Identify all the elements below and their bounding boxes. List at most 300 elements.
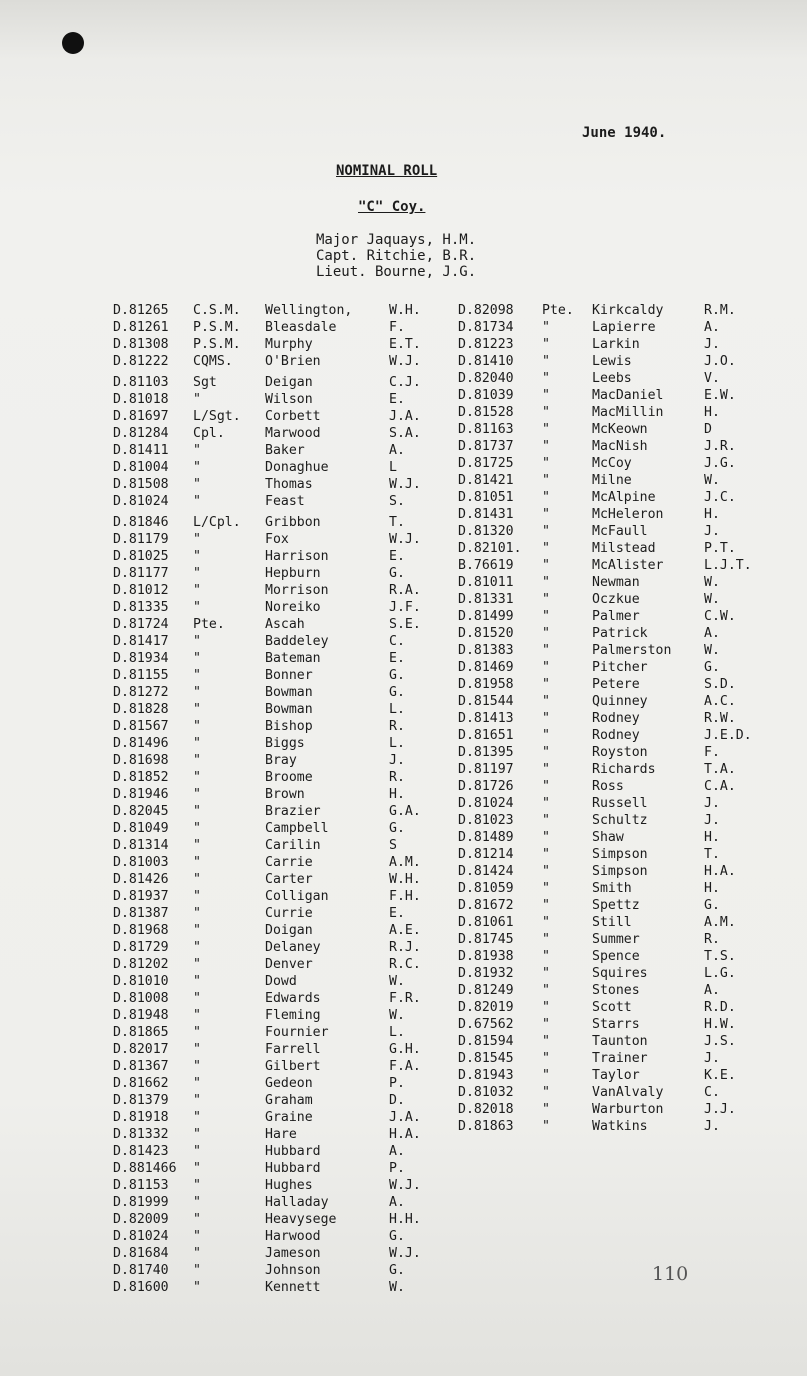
roll-rank: "	[542, 354, 550, 369]
roll-rank: "	[193, 1093, 201, 1108]
roll-surname: Fox	[265, 532, 289, 547]
roll-surname: Edwards	[265, 991, 321, 1006]
roll-init: T.A.	[704, 762, 736, 777]
roll-rank: C.S.M.	[193, 303, 241, 318]
roll-surname: MacDaniel	[592, 388, 664, 403]
officer-line: Major Jaquays, H.M.	[316, 232, 477, 248]
roll-init: G.	[389, 821, 405, 836]
roll-init: E.	[389, 392, 405, 407]
roll-init: G.	[389, 1229, 405, 1244]
roll-num: D.81012	[113, 583, 169, 598]
roll-init: H.	[704, 830, 720, 845]
roll-num: D.81025	[113, 549, 169, 564]
roll-num: D.81729	[113, 940, 169, 955]
roll-rank: "	[542, 728, 550, 743]
roll-init: R.	[389, 770, 405, 785]
roll-num: D.81379	[113, 1093, 169, 1108]
roll-rank: "	[542, 473, 550, 488]
roll-surname: Warburton	[592, 1102, 664, 1117]
roll-rank: "	[193, 566, 201, 581]
roll-init: J.	[704, 1119, 720, 1134]
roll-surname: Simpson	[592, 864, 648, 879]
roll-num: D.82101.	[458, 541, 522, 556]
roll-num: D.81039	[458, 388, 514, 403]
roll-rank: "	[193, 1229, 201, 1244]
roll-surname: Patrick	[592, 626, 648, 641]
roll-surname: Simpson	[592, 847, 648, 862]
roll-surname: Trainer	[592, 1051, 648, 1066]
roll-rank: "	[542, 320, 550, 335]
roll-surname: Scott	[592, 1000, 632, 1015]
roll-init: A.	[389, 1195, 405, 1210]
roll-num: D.81672	[458, 898, 514, 913]
roll-num: D.81059	[458, 881, 514, 896]
roll-surname: Lewis	[592, 354, 632, 369]
roll-num: D.81008	[113, 991, 169, 1006]
roll-surname: Leebs	[592, 371, 632, 386]
roll-rank: "	[542, 592, 550, 607]
roll-init: J.J.	[704, 1102, 736, 1117]
roll-num: D.81023	[458, 813, 514, 828]
roll-num: D.81431	[458, 507, 514, 522]
roll-surname: Deigan	[265, 375, 313, 390]
roll-num: D.81010	[113, 974, 169, 989]
roll-init: J.S.	[704, 1034, 736, 1049]
roll-num: D.82098	[458, 303, 514, 318]
roll-surname: Bowman	[265, 702, 313, 717]
roll-num: D.81421	[458, 473, 514, 488]
roll-init: L.	[389, 1025, 405, 1040]
roll-num: D.82019	[458, 1000, 514, 1015]
roll-num: D.81865	[113, 1025, 169, 1040]
roll-rank: "	[542, 1000, 550, 1015]
roll-num: D.81999	[113, 1195, 169, 1210]
roll-num: D.81528	[458, 405, 514, 420]
roll-init: J.	[704, 796, 720, 811]
roll-rank: "	[542, 949, 550, 964]
roll-num: D.81177	[113, 566, 169, 581]
roll-surname: McCoy	[592, 456, 632, 471]
roll-init: G.	[389, 566, 405, 581]
roll-init: W.	[389, 1008, 405, 1023]
roll-init: J.F.	[389, 600, 421, 615]
roll-surname: Palmer	[592, 609, 640, 624]
roll-init: E.	[389, 549, 405, 564]
roll-num: D.82045	[113, 804, 169, 819]
roll-rank: "	[193, 702, 201, 717]
roll-surname: Bateman	[265, 651, 321, 666]
roll-rank: "	[193, 974, 201, 989]
roll-surname: Ascah	[265, 617, 305, 632]
roll-rank: "	[542, 643, 550, 658]
roll-init: W.	[389, 1280, 405, 1295]
roll-rank: "	[193, 1127, 201, 1142]
roll-num: D.81387	[113, 906, 169, 921]
roll-init: J.G.	[704, 456, 736, 471]
punch-hole-mark	[62, 32, 84, 54]
roll-num: D.81496	[113, 736, 169, 751]
roll-surname: Smith	[592, 881, 632, 896]
company-heading: "C" Coy.	[358, 199, 426, 215]
roll-rank: "	[542, 779, 550, 794]
roll-num: D.82018	[458, 1102, 514, 1117]
roll-surname: Campbell	[265, 821, 329, 836]
roll-init: W.	[704, 643, 720, 658]
roll-rank: "	[193, 1076, 201, 1091]
officer-line: Capt. Ritchie, B.R.	[316, 248, 477, 264]
roll-surname: Royston	[592, 745, 648, 760]
roll-num: D.81948	[113, 1008, 169, 1023]
roll-num: D.81314	[113, 838, 169, 853]
roll-num: D.81411	[113, 443, 169, 458]
roll-rank: "	[542, 405, 550, 420]
roll-init: E.W.	[704, 388, 736, 403]
roll-surname: Donaghue	[265, 460, 329, 475]
roll-num: D.81153	[113, 1178, 169, 1193]
roll-rank: "	[193, 1178, 201, 1193]
roll-num: D.81011	[458, 575, 514, 590]
roll-surname: Gribbon	[265, 515, 321, 530]
roll-init: R.	[389, 719, 405, 734]
roll-surname: Harrison	[265, 549, 329, 564]
roll-surname: Gilbert	[265, 1059, 321, 1074]
roll-rank: "	[542, 966, 550, 981]
roll-num: D.81958	[458, 677, 514, 692]
roll-rank: "	[193, 477, 201, 492]
roll-rank: "	[193, 855, 201, 870]
roll-num: D.81197	[458, 762, 514, 777]
roll-surname: Morrison	[265, 583, 329, 598]
roll-rank: P.S.M.	[193, 337, 241, 352]
roll-num: D.81651	[458, 728, 514, 743]
roll-init: L.	[389, 702, 405, 717]
roll-init: F.	[704, 745, 720, 760]
roll-surname: Thomas	[265, 477, 313, 492]
roll-init: F.R.	[389, 991, 421, 1006]
roll-surname: Russell	[592, 796, 648, 811]
handwritten-page-number: 110	[652, 1263, 689, 1285]
roll-rank: "	[193, 1195, 201, 1210]
roll-init: T.S.	[704, 949, 736, 964]
roll-rank: "	[193, 838, 201, 853]
roll-num: D.81424	[458, 864, 514, 879]
roll-surname: Summer	[592, 932, 640, 947]
roll-init: P.T.	[704, 541, 736, 556]
roll-num: D.81544	[458, 694, 514, 709]
roll-init: J.	[704, 1051, 720, 1066]
roll-surname: Gedeon	[265, 1076, 313, 1091]
roll-init: C.	[389, 634, 405, 649]
roll-surname: Harwood	[265, 1229, 321, 1244]
roll-surname: Graham	[265, 1093, 313, 1108]
roll-num: D.81567	[113, 719, 169, 734]
roll-rank: L/Cpl.	[193, 515, 241, 530]
roll-rank: "	[542, 609, 550, 624]
roll-num: D.81600	[113, 1280, 169, 1295]
officer-line: Lieut. Bourne, J.G.	[316, 264, 477, 280]
roll-init: J.C.	[704, 490, 736, 505]
roll-rank: "	[193, 1161, 201, 1176]
roll-init: W.	[704, 473, 720, 488]
roll-rank: "	[193, 719, 201, 734]
roll-surname: Taunton	[592, 1034, 648, 1049]
roll-surname: Richards	[592, 762, 656, 777]
roll-surname: Noreiko	[265, 600, 321, 615]
roll-num: D.81508	[113, 477, 169, 492]
roll-surname: Taylor	[592, 1068, 640, 1083]
roll-num: D.67562	[458, 1017, 514, 1032]
roll-init: F.A.	[389, 1059, 421, 1074]
roll-rank: "	[542, 490, 550, 505]
roll-num: D.81943	[458, 1068, 514, 1083]
roll-surname: Bishop	[265, 719, 313, 734]
roll-rank: "	[542, 456, 550, 471]
roll-init: A.M.	[389, 855, 421, 870]
roll-surname: Graine	[265, 1110, 313, 1125]
roll-surname: Fournier	[265, 1025, 329, 1040]
roll-init: F.H.	[389, 889, 421, 904]
roll-surname: Bonner	[265, 668, 313, 683]
roll-init: W.J.	[389, 354, 421, 369]
roll-rank: "	[193, 753, 201, 768]
roll-rank: "	[542, 660, 550, 675]
roll-surname: Bray	[265, 753, 297, 768]
roll-rank: "	[193, 651, 201, 666]
roll-surname: Quinney	[592, 694, 648, 709]
roll-init: H.A.	[389, 1127, 421, 1142]
roll-surname: VanAlvaly	[592, 1085, 664, 1100]
roll-init: A.E.	[389, 923, 421, 938]
roll-num: D.81545	[458, 1051, 514, 1066]
roll-surname: Feast	[265, 494, 305, 509]
roll-init: T.	[389, 515, 405, 530]
roll-surname: Spence	[592, 949, 640, 964]
roll-num: D.81103	[113, 375, 169, 390]
roll-rank: "	[193, 1042, 201, 1057]
roll-init: J.E.D.	[704, 728, 752, 743]
roll-num: D.81265	[113, 303, 169, 318]
roll-rank: "	[542, 711, 550, 726]
roll-rank: "	[193, 494, 201, 509]
roll-surname: Hare	[265, 1127, 297, 1142]
roll-init: L	[389, 460, 397, 475]
roll-init: W.H.	[389, 303, 421, 318]
roll-rank: "	[542, 983, 550, 998]
roll-rank: "	[542, 371, 550, 386]
roll-rank: "	[542, 745, 550, 760]
roll-surname: Fleming	[265, 1008, 321, 1023]
roll-num: D.81024	[458, 796, 514, 811]
roll-rank: "	[193, 736, 201, 751]
roll-init: G.A.	[389, 804, 421, 819]
roll-surname: Spettz	[592, 898, 640, 913]
roll-num: D.81684	[113, 1246, 169, 1261]
roll-rank: "	[542, 932, 550, 947]
roll-init: J.	[704, 524, 720, 539]
roll-surname: Baker	[265, 443, 305, 458]
roll-surname: Broome	[265, 770, 313, 785]
roll-init: S.	[389, 494, 405, 509]
roll-init: C.W.	[704, 609, 736, 624]
roll-surname: Colligan	[265, 889, 329, 904]
roll-init: A.C.	[704, 694, 736, 709]
roll-rank: "	[193, 940, 201, 955]
roll-surname: Still	[592, 915, 632, 930]
roll-init: J.O.	[704, 354, 736, 369]
roll-rank: "	[542, 422, 550, 437]
roll-rank: "	[542, 1051, 550, 1066]
roll-num: D.81320	[458, 524, 514, 539]
roll-rank: "	[542, 881, 550, 896]
roll-init: H.H.	[389, 1212, 421, 1227]
roll-surname: Heavysege	[265, 1212, 337, 1227]
roll-init: J.R.	[704, 439, 736, 454]
roll-num: D.81410	[458, 354, 514, 369]
roll-init: H.	[389, 787, 405, 802]
roll-rank: "	[542, 915, 550, 930]
roll-num: D.81724	[113, 617, 169, 632]
roll-num: D.81594	[458, 1034, 514, 1049]
roll-init: R.J.	[389, 940, 421, 955]
roll-init: W.H.	[389, 872, 421, 887]
roll-rank: "	[542, 541, 550, 556]
roll-surname: Petere	[592, 677, 640, 692]
roll-surname: Watkins	[592, 1119, 648, 1134]
roll-rank: "	[193, 1246, 201, 1261]
roll-rank: "	[193, 770, 201, 785]
roll-init: G.	[389, 685, 405, 700]
roll-num: D.81308	[113, 337, 169, 352]
roll-surname: Wilson	[265, 392, 313, 407]
roll-surname: Hubbard	[265, 1144, 321, 1159]
roll-rank: "	[193, 583, 201, 598]
roll-rank: "	[542, 575, 550, 590]
roll-num: D.81179	[113, 532, 169, 547]
roll-rank: P.S.M.	[193, 320, 241, 335]
roll-num: D.81395	[458, 745, 514, 760]
roll-num: D.81934	[113, 651, 169, 666]
roll-rank: "	[542, 898, 550, 913]
roll-init: L.	[389, 736, 405, 751]
roll-init: L.G.	[704, 966, 736, 981]
roll-init: S.E.	[389, 617, 421, 632]
roll-surname: Jameson	[265, 1246, 321, 1261]
roll-surname: MacMillin	[592, 405, 664, 420]
roll-init: R.A.	[389, 583, 421, 598]
roll-rank: "	[193, 532, 201, 547]
roll-init: D.	[389, 1093, 405, 1108]
roll-rank: "	[193, 1263, 201, 1278]
roll-rank: L/Sgt.	[193, 409, 241, 424]
roll-rank: "	[193, 1212, 201, 1227]
roll-rank: Sgt	[193, 375, 217, 390]
roll-surname: Denver	[265, 957, 313, 972]
roll-surname: McAlister	[592, 558, 664, 573]
roll-init: A.	[704, 320, 720, 335]
roll-init: J.	[389, 753, 405, 768]
roll-init: H.A.	[704, 864, 736, 879]
roll-num: B.76619	[458, 558, 514, 573]
roll-num: D.81004	[113, 460, 169, 475]
roll-rank: "	[193, 1025, 201, 1040]
roll-init: A.	[704, 626, 720, 641]
roll-num: D.81249	[458, 983, 514, 998]
roll-surname: McHeleron	[592, 507, 664, 522]
roll-surname: Johnson	[265, 1263, 321, 1278]
roll-rank: "	[193, 1110, 201, 1125]
roll-rank: "	[193, 889, 201, 904]
roll-surname: Ross	[592, 779, 624, 794]
roll-num: D.81698	[113, 753, 169, 768]
roll-surname: Carilin	[265, 838, 321, 853]
roll-rank: "	[542, 847, 550, 862]
roll-init: R.	[704, 932, 720, 947]
roll-surname: Hughes	[265, 1178, 313, 1193]
roll-rank: "	[542, 1119, 550, 1134]
roll-init: J.A.	[389, 409, 421, 424]
roll-num: D.81061	[458, 915, 514, 930]
roll-surname: McKeown	[592, 422, 648, 437]
roll-surname: Doigan	[265, 923, 313, 938]
roll-surname: Milne	[592, 473, 632, 488]
roll-surname: Carter	[265, 872, 313, 887]
roll-num: D.81946	[113, 787, 169, 802]
roll-num: D.82040	[458, 371, 514, 386]
roll-num: D.81489	[458, 830, 514, 845]
roll-num: D.81932	[458, 966, 514, 981]
roll-rank: "	[193, 460, 201, 475]
roll-init: G.	[704, 898, 720, 913]
roll-rank: "	[542, 439, 550, 454]
roll-init: W.J.	[389, 477, 421, 492]
roll-rank: "	[542, 507, 550, 522]
roll-init: A.M.	[704, 915, 736, 930]
roll-num: D.81003	[113, 855, 169, 870]
roll-num: D.81499	[458, 609, 514, 624]
roll-init: E.	[389, 906, 405, 921]
roll-rank: "	[542, 677, 550, 692]
roll-rank: "	[542, 1017, 550, 1032]
roll-init: W.J.	[389, 1178, 421, 1193]
roll-num: D.81049	[113, 821, 169, 836]
roll-num: D.81725	[458, 456, 514, 471]
roll-num: D.81272	[113, 685, 169, 700]
roll-num: D.81284	[113, 426, 169, 441]
roll-surname: Carrie	[265, 855, 313, 870]
roll-init: H.	[704, 405, 720, 420]
roll-num: D.81024	[113, 1229, 169, 1244]
roll-rank: Cpl.	[193, 426, 225, 441]
roll-num: D.81032	[458, 1085, 514, 1100]
roll-surname: Bleasdale	[265, 320, 337, 335]
roll-rank: Pte.	[193, 617, 225, 632]
roll-surname: O'Brien	[265, 354, 321, 369]
roll-init: S.D.	[704, 677, 736, 692]
roll-num: D.81367	[113, 1059, 169, 1074]
roll-surname: Shaw	[592, 830, 624, 845]
roll-num: D.81155	[113, 668, 169, 683]
roll-num: D.81202	[113, 957, 169, 972]
roll-surname: Kirkcaldy	[592, 303, 664, 318]
roll-init: A.	[389, 443, 405, 458]
roll-rank: "	[193, 906, 201, 921]
roll-num: D.81740	[113, 1263, 169, 1278]
roll-num: D.81828	[113, 702, 169, 717]
roll-rank: "	[193, 787, 201, 802]
roll-num: D.81863	[458, 1119, 514, 1134]
roll-num: D.81697	[113, 409, 169, 424]
roll-num: D.81214	[458, 847, 514, 862]
